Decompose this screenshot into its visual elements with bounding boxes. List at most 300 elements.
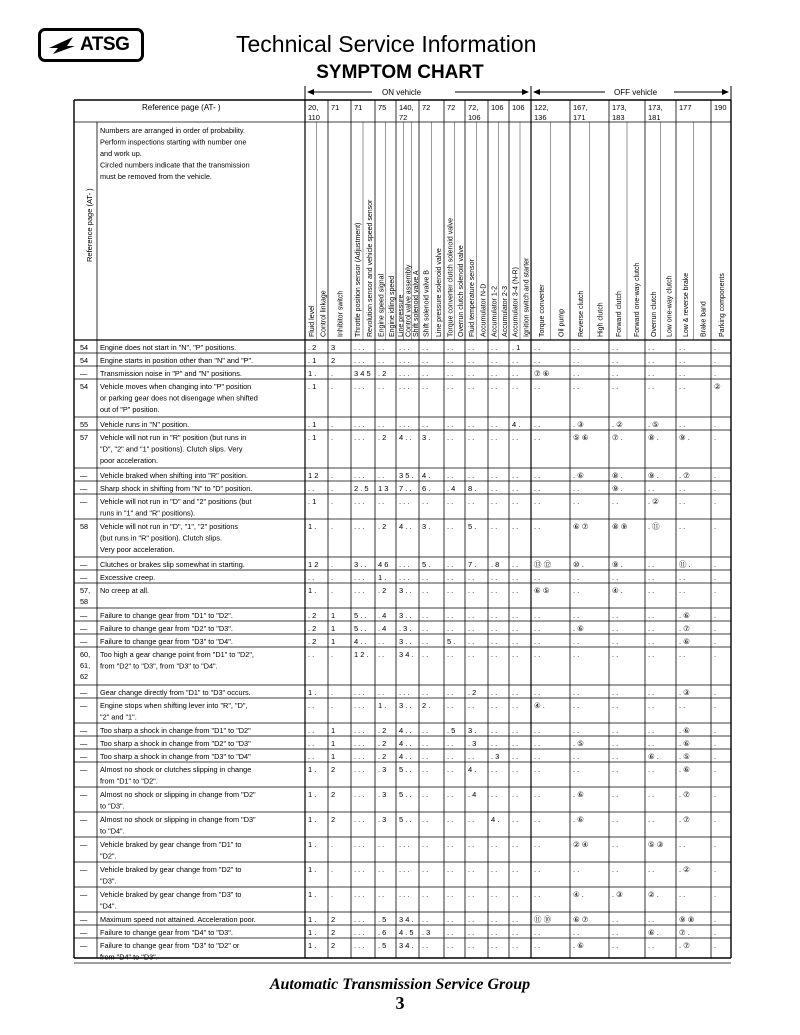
instruction-text: must be removed from the vehicle. (100, 172, 212, 181)
symptom-description: Failure to change gear from "D3" to "D4". (100, 637, 233, 646)
chart-cell-value: 3 . . (399, 586, 412, 595)
chart-cell-value: . (331, 484, 334, 493)
chart-cell-value: . . (573, 765, 580, 774)
chart-cell-value: . . (512, 928, 519, 937)
chart-cell-value: . . (447, 420, 454, 429)
row-ref-page: — (80, 790, 88, 799)
chart-cell-value: 5 . (422, 560, 431, 569)
chart-cell-value: . . . (354, 765, 365, 774)
chart-cell-value: . . (612, 865, 619, 874)
instruction-text: Numbers are arranged in order of probability. (100, 126, 246, 135)
chart-cell-value: . . . (354, 726, 365, 735)
column-ref-page: 106 (491, 103, 504, 112)
component-label: Ignition switch and starter (523, 257, 531, 337)
symptom-description: Vehicle braked by gear change from "D1" to (100, 840, 242, 849)
chart-cell-value: . . (612, 650, 619, 659)
chart-cell-value: 3 4 . (399, 650, 414, 659)
column-ref-page: 72 (447, 103, 456, 112)
chart-cell-value: . (714, 637, 717, 646)
on-vehicle-label: ON vehicle (382, 88, 422, 97)
symptom-description: Almost no shock or slipping in change from "D3" (100, 815, 256, 824)
chart-cell-value: . . (447, 739, 454, 748)
chart-cell-value: 2 (331, 815, 336, 824)
chart-cell-value: . ⑥ (573, 815, 584, 824)
symptom-description: Failure to change gear from "D1" to "D2". (100, 611, 233, 620)
chart-cell-value: ② . (648, 890, 659, 899)
chart-cell-value: . 1 (308, 382, 317, 391)
chart-cell-value: . 3 (422, 928, 431, 937)
symptom-description: Transmission noise in "P" and "N" positions. (100, 369, 242, 378)
chart-cell-value: 3 . . (399, 701, 412, 710)
chart-cell-value: . ⑦ (679, 790, 690, 799)
symptom-description: Engine does not start in "N", "P" positions. (100, 343, 237, 352)
chart-cell-value: . . (491, 701, 498, 710)
chart-cell-value: . . (573, 726, 580, 735)
chart-cell-value: . . . (399, 369, 410, 378)
chart-cell-value: . . . (354, 865, 365, 874)
chart-cell-value: . . (378, 356, 385, 365)
row-ref-page: 55 (80, 420, 89, 429)
chart-cell-value: . (331, 497, 334, 506)
component-label: Engine speed signal (378, 273, 386, 337)
chart-cell-value: . (331, 586, 334, 595)
column-ref-page: 106 (468, 113, 481, 122)
chart-cell-value: . . . (399, 688, 410, 697)
chart-cell-value: . . (573, 752, 580, 761)
chart-cell-value: 1 . (308, 688, 317, 697)
chart-cell-value: . . (512, 688, 519, 697)
chart-cell-value: . . (534, 650, 541, 659)
chart-cell-value: . . (447, 650, 454, 659)
chart-cell-value: . . . (354, 356, 365, 365)
chart-cell-value: . . (491, 586, 498, 595)
chart-cell-value: . . (468, 752, 475, 761)
chart-cell-value: . . (378, 637, 385, 646)
chart-cell-value: 2 (331, 928, 336, 937)
component-label: Brake band (700, 301, 708, 337)
chart-cell-value: 8 . (468, 484, 477, 493)
chart-cell-value: . ⑪ (648, 522, 660, 531)
chart-cell-value: . . (512, 941, 519, 950)
chart-cell-value: . ⑦ (679, 815, 690, 824)
chart-cell-value: 1 (331, 624, 336, 633)
off-vehicle-label: OFF vehicle (614, 88, 658, 97)
chart-cell-value: . (714, 688, 717, 697)
column-ref-page: 177 (679, 103, 692, 112)
chart-cell-value: . . . (399, 382, 410, 391)
row-ref-page: — (80, 369, 88, 378)
row-ref-page: 54 (80, 356, 89, 365)
chart-cell-value: . . (447, 573, 454, 582)
chart-cell-value: . 4 (468, 790, 477, 799)
chart-cell-value: . . (491, 739, 498, 748)
chart-cell-value: . . (422, 586, 429, 595)
column-ref-page: 20, (308, 103, 319, 112)
chart-cell-value: . . (308, 573, 315, 582)
chart-cell-value: . ⑥ (573, 941, 584, 950)
chart-cell-value: 2 (331, 356, 336, 365)
symptom-description: to "D4". (100, 826, 125, 836)
chart-cell-value: . . (491, 890, 498, 899)
chart-cell-value: . ⑤ (648, 420, 659, 429)
chart-cell-value: . . (534, 497, 541, 506)
chart-cell-value: . ⑦ (679, 471, 690, 480)
symptom-description: "D2". (100, 851, 117, 861)
symptom-description: Too high a gear change point from "D1" to "D2", (100, 650, 254, 659)
component-label: Shift solenoid valve A (413, 270, 421, 337)
chart-cell-value: . . (679, 497, 686, 506)
chart-cell-value: . 3 . (399, 624, 412, 633)
chart-cell-value: . (714, 650, 717, 659)
chart-cell-value: 2 (331, 790, 336, 799)
chart-cell-value: . . (422, 573, 429, 582)
chart-cell-value: . . (573, 573, 580, 582)
chart-cell-value: . . (512, 637, 519, 646)
chart-cell-value: 5 . (468, 522, 477, 531)
chart-cell-value: . . . (354, 840, 365, 849)
chart-cell-value: . . (491, 356, 498, 365)
chart-cell-value: 1 (331, 637, 336, 646)
chart-cell-value: 1 . (308, 941, 317, 950)
chart-cell-value: 1 (331, 611, 336, 620)
symptom-description: Vehicle will not run in "D" and "2" positions (but (100, 497, 252, 506)
chart-cell-value: . . (378, 650, 385, 659)
chart-cell-value: . . (612, 624, 619, 633)
chart-cell-value: . . . (354, 701, 365, 710)
chart-cell-value: 1 . (308, 840, 317, 849)
column-ref-page: 136 (534, 113, 547, 122)
chart-cell-value: . . (573, 701, 580, 710)
chart-cell-value: . . (648, 382, 655, 391)
chart-cell-value: . . (612, 573, 619, 582)
chart-cell-value: ⑧ . (612, 471, 623, 480)
chart-cell-value: 5 . . (399, 815, 412, 824)
chart-cell-value: 3 . . (399, 611, 412, 620)
chart-cell-value: . 2 (308, 611, 317, 620)
column-ref-page: 171 (573, 113, 586, 122)
symptom-description: Failure to change gear from "D3" to "D2" or (100, 941, 240, 950)
chart-cell-value: . . (534, 343, 541, 352)
chart-cell-value: 4 . . (399, 726, 412, 735)
chart-cell-value: . . . (354, 890, 365, 899)
chart-cell-value: . . (468, 890, 475, 899)
chart-cell-value: ⑥ ⑦ (573, 915, 589, 924)
component-label: Accumulator 2-3 (501, 286, 509, 337)
chart-cell-value: . . (612, 815, 619, 824)
component-label: Engine idling speed (388, 275, 396, 337)
chart-cell-value: 4 . (491, 815, 500, 824)
chart-cell-value: . . (468, 382, 475, 391)
row-ref-page: — (80, 497, 88, 506)
chart-cell-value: . . (491, 611, 498, 620)
row-ref-page: — (80, 573, 88, 582)
chart-cell-value: . . (534, 688, 541, 697)
chart-cell-value: 4 . . (399, 433, 412, 442)
symptom-description: Clutches or brakes slip somewhat in starting. (100, 560, 245, 569)
chart-cell-value: . . (468, 586, 475, 595)
chart-cell-value: . (714, 701, 717, 710)
column-ref-page: 140, (399, 103, 414, 112)
symptom-description: Vehicle braked when shifting into "R" position. (100, 471, 248, 480)
chart-cell-value: . ⑥ (679, 726, 690, 735)
chart-cell-value: . . (422, 420, 429, 429)
symptom-description: Sharp shock in shifting from "N" to "D" position. (100, 484, 253, 493)
chart-cell-value: . 1 (308, 497, 317, 506)
chart-cell-value: . . . (399, 573, 410, 582)
chart-cell-value: . 1 (512, 343, 521, 352)
chart-cell-value: . 5 (378, 941, 387, 950)
chart-cell-value: . . (468, 420, 475, 429)
chart-cell-value: . . (447, 586, 454, 595)
chart-cell-value: . . (573, 688, 580, 697)
chart-cell-value: . 3 (378, 815, 387, 824)
chart-cell-value: . . (679, 343, 686, 352)
symptom-description: out of "P" position. (100, 405, 160, 414)
chart-cell-value: . (714, 356, 717, 365)
chart-cell-value: . ③ (612, 890, 623, 899)
chart-cell-value: . . (573, 382, 580, 391)
chart-cell-value: . . (612, 790, 619, 799)
chart-cell-value: . . . (399, 420, 410, 429)
chart-cell-value: . . (679, 573, 686, 582)
chart-cell-value: . . . (354, 573, 365, 582)
chart-cell-value: . . (447, 840, 454, 849)
chart-cell-value: . . (534, 624, 541, 633)
chart-cell-value: . . (422, 790, 429, 799)
chart-cell-value: ④ . (612, 586, 623, 595)
chart-cell-value: . . (468, 611, 475, 620)
chart-cell-value: . . (512, 471, 519, 480)
chart-cell-value: . . (422, 840, 429, 849)
chart-cell-value: . (331, 560, 334, 569)
chart-cell-value: . . (512, 573, 519, 582)
chart-cell-value: 3 (331, 343, 336, 352)
chart-cell-value: 7 . (468, 560, 477, 569)
chart-cell-value: . . (491, 790, 498, 799)
chart-cell-value: . . (573, 356, 580, 365)
chart-cell-value: . . (378, 497, 385, 506)
chart-cell-value: . . (422, 890, 429, 899)
chart-cell-value: . . (679, 420, 686, 429)
column-ref-page: 75 (378, 103, 387, 112)
chart-cell-value: . . (512, 739, 519, 748)
chart-cell-value: 4 . (468, 765, 477, 774)
component-label: Accumulator 3-4 (N-R) (512, 266, 520, 337)
row-ref-page: 57, (80, 586, 91, 595)
symptom-description: Failure to change gear from "D2" to "D3". (100, 624, 233, 633)
chart-cell-value: . (714, 752, 717, 761)
component-label: Forward clutch (616, 291, 623, 337)
chart-cell-value: . . (491, 865, 498, 874)
chart-cell-value: ⑧ . (648, 433, 659, 442)
chart-cell-value: . (331, 865, 334, 874)
component-label: Shift solenoid valve B (423, 270, 431, 337)
chart-cell-value: . . (534, 573, 541, 582)
chart-cell-value: . . (447, 688, 454, 697)
reference-page-vertical: Reference page (AT- ) (85, 188, 94, 262)
chart-cell-value: . . (308, 739, 315, 748)
chart-cell-value: . (331, 650, 334, 659)
symptom-description: Engine starts in position other than "N" and "P". (100, 356, 254, 365)
chart-cell-value: . . (648, 637, 655, 646)
chart-cell-value: . . (468, 840, 475, 849)
chart-cell-value: . 1 (308, 433, 317, 442)
chart-cell-value: . . . (354, 815, 365, 824)
row-ref-page: — (80, 624, 88, 633)
chart-cell-value: 1 . (378, 573, 387, 582)
symptom-description: Too sharp a shock in change from "D3" to "D4" (100, 752, 251, 761)
chart-cell-value: . . (648, 865, 655, 874)
chart-cell-value: . . (491, 650, 498, 659)
row-ref-page: 61, (80, 661, 91, 670)
chart-cell-value: . . (422, 356, 429, 365)
chart-cell-value: . . (534, 941, 541, 950)
chart-cell-value: 1 3 (378, 484, 389, 493)
symptom-description: Excessive creep. (100, 573, 156, 582)
chart-cell-value: . 2 (378, 433, 387, 442)
chart-cell-value: . (714, 522, 717, 531)
chart-cell-value: 2 (331, 765, 336, 774)
column-ref-page: 183 (612, 113, 625, 122)
row-ref-page: — (80, 915, 88, 924)
chart-cell-value: . ⑥ (573, 790, 584, 799)
chart-cell-value: . ② (648, 497, 659, 506)
chart-cell-value: . . (422, 739, 429, 748)
component-label: Reverse clutch (577, 290, 585, 337)
page-title: Technical Service Information (236, 31, 537, 57)
chart-cell-value: . . . (354, 343, 365, 352)
chart-cell-value: 1 . (308, 928, 317, 937)
chart-cell-value: ⑦ . (679, 928, 690, 937)
chart-cell-value: . . (491, 484, 498, 493)
chart-cell-value: 5 . . (399, 790, 412, 799)
chart-cell-value: . (714, 890, 717, 899)
chart-cell-value: 4 . . (354, 637, 367, 646)
chart-cell-value: . . (468, 369, 475, 378)
chart-cell-value: . . (534, 790, 541, 799)
symptom-description: Vehicle braked by gear change from "D2" to (100, 865, 242, 874)
chart-cell-value: . (714, 765, 717, 774)
chart-cell-value: . . (512, 586, 519, 595)
chart-cell-value: . . (468, 701, 475, 710)
chart-cell-value: . . (534, 739, 541, 748)
chart-cell-value: . . . (354, 790, 365, 799)
chart-cell-value: . . (447, 471, 454, 480)
chart-cell-value: . 1 (308, 420, 317, 429)
symptom-description: Vehicle braked by gear change from "D3" to (100, 890, 242, 899)
row-ref-page: — (80, 701, 88, 710)
row-ref-page: 54 (80, 343, 89, 352)
component-label: Line pressure solenoid valve (435, 248, 443, 337)
chart-cell-value: 1 (331, 752, 336, 761)
chart-cell-value: . . (422, 865, 429, 874)
chart-cell-value: . . (447, 765, 454, 774)
column-ref-page: 106 (512, 103, 525, 112)
chart-cell-value: . ⑦ (679, 624, 690, 633)
chart-cell-value: . (331, 471, 334, 480)
chart-cell-value: . 3 (378, 765, 387, 774)
chart-cell-value: . . (447, 369, 454, 378)
chart-cell-value: . (331, 701, 334, 710)
chart-cell-value: ⑪ . (679, 560, 691, 569)
chart-cell-value: ⑪ ⑩ (534, 915, 552, 924)
symptom-description: Almost no shock or clutches slipping in change (100, 765, 252, 774)
chart-cell-value: . . (573, 650, 580, 659)
chart-cell-value: . . (573, 637, 580, 646)
chart-cell-value: 3 4 5 (354, 369, 371, 378)
chart-cell-value: ⑤ ③ (648, 840, 664, 849)
chart-cell-value: . (714, 343, 717, 352)
chart-cell-value: . 4 (378, 611, 387, 620)
chart-cell-value: . (714, 560, 717, 569)
chart-cell-value: 6 . (422, 484, 431, 493)
chart-cell-value: . ③ (679, 688, 690, 697)
chart-cell-value: 5 . . (399, 765, 412, 774)
chart-cell-value: 4 . . (399, 752, 412, 761)
chart-cell-value: 1 (331, 726, 336, 735)
column-ref-page: 72 (399, 113, 408, 122)
chart-cell-value: 4 . (512, 420, 521, 429)
chart-cell-value: . . (468, 343, 475, 352)
chart-cell-value: . . (534, 420, 541, 429)
chart-cell-value: . 1 (308, 356, 317, 365)
chart-cell-value: 3 4 . (399, 941, 414, 950)
chart-cell-value: 5 . . (354, 611, 367, 620)
column-ref-page: 122, (534, 103, 549, 112)
symptom-description: "D3". (100, 876, 117, 886)
chart-cell-value: . . (447, 356, 454, 365)
chart-cell-value: ⑩ . (573, 560, 584, 569)
chart-cell-value: . . (447, 941, 454, 950)
chart-cell-value: . . (612, 356, 619, 365)
chart-cell-value: 3 5 . (399, 471, 414, 480)
chart-cell-value: . (714, 433, 717, 442)
chart-cell-value: . . (512, 497, 519, 506)
chart-cell-value: 5 . (447, 637, 456, 646)
chart-cell-value: . . (422, 765, 429, 774)
chart-cell-value: . . (679, 890, 686, 899)
chart-cell-value: 2 (331, 915, 336, 924)
chart-cell-value: . . . (354, 752, 365, 761)
chart-cell-value: . . (468, 928, 475, 937)
chart-cell-value: . . . (354, 497, 365, 506)
chart-cell-value: . . (468, 471, 475, 480)
symptom-description: "D", "2" and "1" positions). Clutch slips. Very (100, 444, 243, 454)
chart-cell-value: . 3 (378, 790, 387, 799)
chart-cell-value: ⑦ ⑥ (534, 369, 550, 378)
symptom-description: Vehicle moves when changing into "P" position (100, 382, 252, 391)
chart-cell-value: . (714, 420, 717, 429)
chart-cell-value: . . (679, 586, 686, 595)
chart-cell-value: . . (679, 840, 686, 849)
component-label: Torque converter clutch solenoid valve (447, 217, 455, 337)
chart-cell-value: . . (679, 382, 686, 391)
chart-cell-value: . . (648, 790, 655, 799)
chart-cell-value: . ⑥ (573, 624, 584, 633)
chart-cell-value: . ⑤ (573, 739, 584, 748)
chart-cell-value: 5 . . (354, 624, 367, 633)
chart-cell-value: . 2 (378, 752, 387, 761)
chart-cell-value: . (714, 611, 717, 620)
chart-cell-value: . . (378, 420, 385, 429)
chart-cell-value: . . (612, 611, 619, 620)
chart-cell-value: . . (512, 765, 519, 774)
chart-cell-value: . . (512, 369, 519, 378)
chart-cell-value: . . (447, 382, 454, 391)
chart-cell-value: . . (679, 650, 686, 659)
chart-cell-value: . . (378, 840, 385, 849)
chart-cell-value: . . (447, 497, 454, 506)
